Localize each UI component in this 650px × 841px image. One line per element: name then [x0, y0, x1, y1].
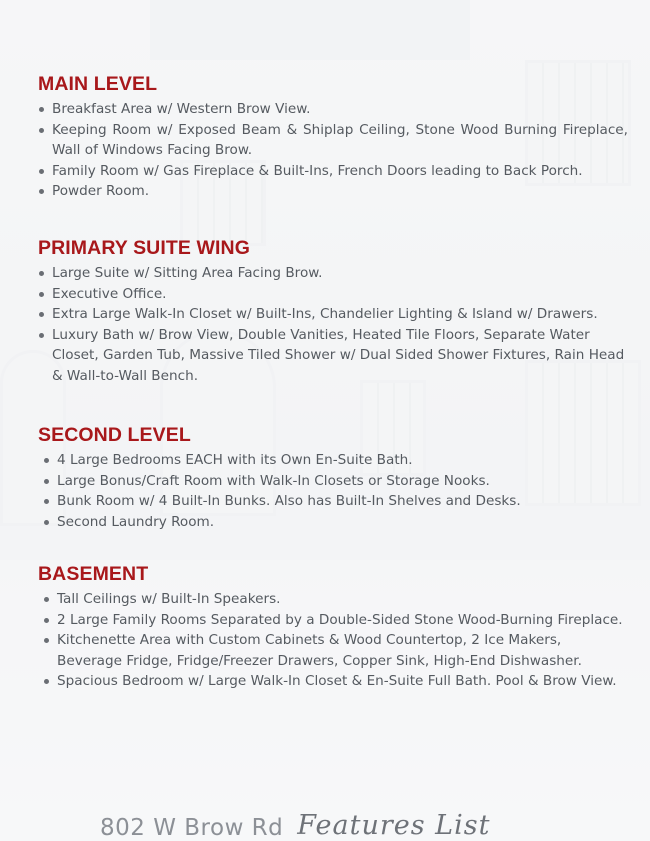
- list-item: Spacious Bedroom w/ Large Walk-In Closet & En-Suite Full Bath. Pool & Brow View.: [38, 671, 628, 692]
- feature-list: [38, 99, 628, 202]
- list-item: Large Suite w/ Sitting Area Facing Brow.: [38, 263, 628, 284]
- list-item: Extra Large Walk-In Closet w/ Built-Ins, Chandelier Lighting & Island w/ Drawers.: [38, 304, 628, 325]
- list-item: Kitchenette Area with Custom Cabinets & Wood Countertop, 2 Ice Makers, Beverage Fridge, Fridge/Freezer Drawers, Copper Sink, High-End Dishwasher.: [38, 630, 628, 671]
- section-primary-suite-wing: [38, 237, 628, 387]
- list-item: Tall Ceilings w/ Built-In Speakers.: [38, 589, 628, 610]
- list-item: Powder Room.: [38, 181, 628, 202]
- section-heading: MAIN LEVEL: [38, 73, 158, 95]
- list-item: Executive Office.: [38, 284, 628, 305]
- property-address: 802 W Brow Rd: [100, 815, 284, 841]
- section-second-level: [38, 424, 628, 532]
- section-heading: BASEMENT: [38, 563, 149, 585]
- list-item: Large Bonus/Craft Room with Walk-In Closets or Storage Nooks.: [38, 471, 628, 492]
- feature-list: [38, 450, 628, 532]
- section-heading: SECOND LEVEL: [38, 424, 191, 446]
- list-item: Second Laundry Room.: [38, 512, 628, 533]
- section-main-level: [38, 73, 628, 202]
- list-item: Family Room w/ Gas Fireplace & Built-Ins, French Doors leading to Back Porch.: [38, 161, 628, 182]
- footer: [100, 800, 490, 841]
- list-item: Breakfast Area w/ Western Brow View.: [38, 99, 628, 120]
- list-item: Keeping Room w/ Exposed Beam & Shiplap Ceiling, Stone Wood Burning Fireplace, Wall of Windows Facing Brow.: [38, 120, 628, 161]
- list-item: Bunk Room w/ 4 Built-In Bunks. Also has Built-In Shelves and Desks.: [38, 491, 628, 512]
- list-item: Luxury Bath w/ Brow View, Double Vanities, Heated Tile Floors, Separate Water Closet, Garden Tub, Massive Tiled Shower w/ Dual Sided Shower Fixtures, Rain Head & Wall-to-Wall Bench.: [38, 325, 628, 387]
- section-basement: [38, 563, 628, 692]
- list-item: 4 Large Bedrooms EACH with its Own En-Suite Bath.: [38, 450, 628, 471]
- list-item: 2 Large Family Rooms Separated by a Double-Sided Stone Wood-Burning Fireplace.: [38, 610, 628, 631]
- feature-list: [38, 589, 628, 692]
- feature-list: [38, 263, 628, 387]
- section-heading: PRIMARY SUITE WING: [38, 237, 250, 259]
- document-title: Features List: [297, 810, 491, 841]
